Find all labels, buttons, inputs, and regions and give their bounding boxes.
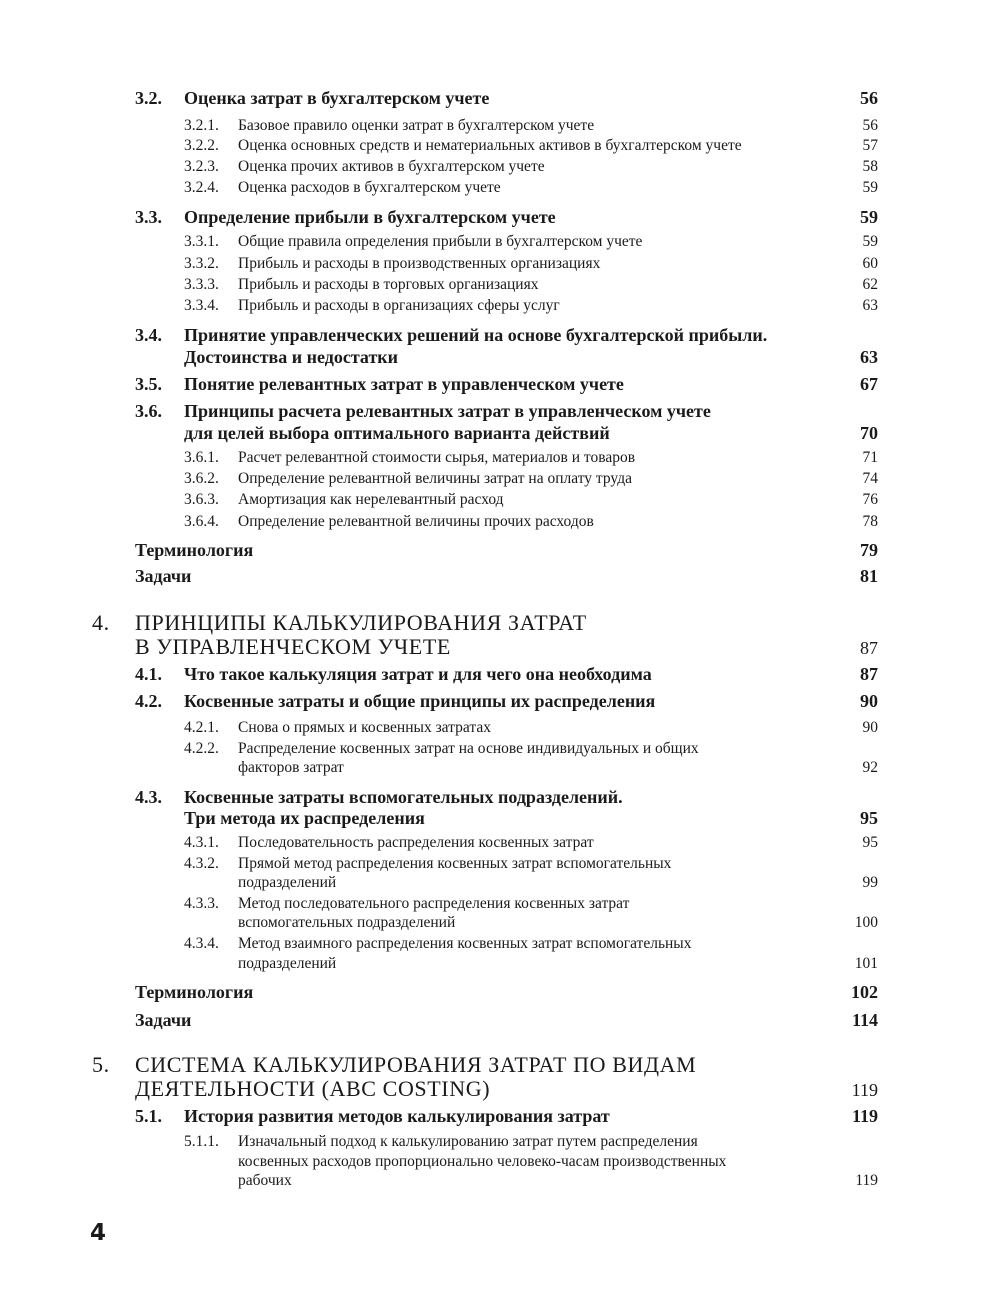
toc-entry-number: 3.3.: [135, 207, 162, 227]
toc-entry-title: Косвенные затраты и общие принципы их распределения: [184, 691, 656, 711]
toc-page-number: 57: [862, 137, 878, 154]
toc-page-number: 56: [860, 88, 878, 108]
toc-page-number: 70: [860, 423, 878, 443]
toc-entry-title: Три метода их распределения: [184, 808, 425, 828]
toc-entry-number: 3.2.4.: [184, 179, 219, 196]
toc-entry-title: Терминология: [135, 540, 254, 560]
toc-entry-sub[interactable]: [238, 470, 878, 488]
toc-page-number: 60: [862, 255, 878, 272]
toc-entry-sub[interactable]: [238, 834, 878, 852]
toc-entry-number: 3.6.4.: [184, 513, 219, 530]
toc-page-number: 58: [862, 158, 878, 175]
toc-entry-number: 3.2.3.: [184, 158, 219, 175]
toc-page-number: 100: [854, 914, 878, 931]
toc-entry-title: Определение релевантной величины затрат на оплату труда: [238, 470, 632, 487]
toc-entry-title-line: косвенных расходов пропорционально человеко-часам производственных: [238, 1153, 727, 1170]
toc-entry-title-line: Косвенные затраты вспомогательных подразделений.: [184, 787, 623, 807]
toc-page-number: 63: [860, 347, 878, 367]
toc-page-number: 81: [860, 566, 878, 586]
toc-entry-number: 4.: [92, 610, 110, 635]
toc-entry-section[interactable]: [135, 566, 878, 587]
toc-page-number: 59: [860, 207, 878, 227]
toc-page-number: 92: [862, 759, 878, 776]
toc-entry-number: 4.2.1.: [184, 719, 219, 736]
toc-entry-number: 3.3.1.: [184, 233, 219, 250]
toc-entry-sub[interactable]: [238, 276, 878, 294]
toc-entry-number: 3.2.1.: [184, 117, 219, 134]
toc-entry-sub[interactable]: [238, 449, 878, 467]
toc-entry-number: 5.1.: [135, 1106, 162, 1126]
toc-entry-section[interactable]: [184, 374, 878, 395]
toc-entry-title: подразделений: [238, 955, 337, 972]
toc-entry-sub[interactable]: [238, 874, 878, 892]
toc-entry-title: Прибыль и расходы в производственных организациях: [238, 255, 601, 272]
toc-entry-title: Определение релевантной величины прочих расходов: [238, 513, 594, 530]
toc-entry-section[interactable]: [135, 540, 878, 561]
page-number: 4: [90, 1220, 107, 1246]
toc-entry-title: Оценка основных средств и нематериальных активов в бухгалтерском учете: [238, 137, 742, 154]
toc-entry-number: 3.3.2.: [184, 255, 219, 272]
toc-entry-title-line: ПРИНЦИПЫ КАЛЬКУЛИРОВАНИЯ ЗАТРАТ: [135, 610, 587, 635]
toc-entry-number: 3.3.4.: [184, 297, 219, 314]
toc-entry-title: подразделений: [238, 874, 337, 891]
toc-page-number: 119: [855, 1172, 878, 1189]
toc-entry-number: 4.3.1.: [184, 834, 219, 851]
toc-entry-title: Расчет релевантной стоимости сырья, материалов и товаров: [238, 449, 636, 466]
toc-entry-number: 3.6.1.: [184, 449, 219, 466]
toc-entry-title: Что такое калькуляция затрат и для чего она необходима: [184, 664, 652, 684]
toc-page-number: 95: [860, 808, 878, 828]
toc-entry-title: Прибыль и расходы в торговых организациях: [238, 276, 539, 293]
toc-entry-title: Достоинства и недостатки: [184, 347, 399, 367]
toc-entry-title: для целей выбора оптимального варианта действий: [184, 423, 610, 443]
toc-entry-number: 3.2.2.: [184, 137, 219, 154]
toc-page-number: 59: [862, 179, 878, 196]
toc-entry-title-line: Метод последовательного распределения косвенных затрат: [238, 895, 630, 912]
toc-entry-section[interactable]: [184, 664, 878, 685]
toc-entry-number: 3.6.2.: [184, 470, 219, 487]
toc-page-number: 101: [854, 955, 878, 972]
toc-entry-title: Базовое правило оценки затрат в бухгалтерском учете: [238, 117, 595, 134]
toc-entry-section[interactable]: [184, 1106, 878, 1127]
toc-entry-section[interactable]: [184, 207, 878, 228]
toc-page-number: 119: [851, 1106, 878, 1126]
toc-entry-sub[interactable]: [238, 719, 878, 737]
toc-page-number: 90: [862, 719, 878, 736]
toc-page-number: 74: [862, 470, 878, 487]
toc-entry-sub[interactable]: [238, 255, 878, 273]
toc-entry-title: Амортизация как нерелевантный расход: [238, 491, 504, 508]
toc-entry-number: 4.3.4.: [184, 935, 219, 952]
toc-entry-sub[interactable]: [238, 1172, 878, 1190]
toc-entry-section[interactable]: [184, 347, 878, 368]
toc-entry-title: В УПРАВЛЕНЧЕСКОМ УЧЕТЕ: [135, 634, 451, 659]
toc-entry-title: История развития методов калькулирования затрат: [184, 1106, 610, 1126]
toc-entry-section[interactable]: [184, 808, 878, 829]
toc-entry-number: 5.1.1.: [184, 1133, 219, 1150]
toc-entry-title: Оценка прочих активов в бухгалтерском учете: [238, 158, 545, 175]
toc-entry-title-line: Метод взаимного распределения косвенных затрат вспомогательных: [238, 935, 692, 952]
toc-entry-number: 3.6.3.: [184, 491, 219, 508]
toc-entry-chapter[interactable]: [135, 1076, 878, 1102]
toc-entry-title-line: Принципы расчета релевантных затрат в управленческом учете: [184, 401, 711, 421]
toc-page-number: 99: [862, 874, 878, 891]
toc-entry-title: факторов затрат: [238, 759, 344, 776]
toc-entry-title: Снова о прямых и косвенных затратах: [238, 719, 491, 736]
toc-entry-title-line: Изначальный подход к калькулированию затрат путем распределения: [238, 1133, 698, 1150]
toc-page-number: 56: [862, 117, 878, 134]
toc-page-number: 63: [862, 297, 878, 314]
toc-entry-section[interactable]: [184, 691, 878, 712]
toc-entry-title-line: Принятие управленческих решений на основе бухгалтерской прибыли.: [184, 325, 768, 345]
toc-entry-sub[interactable]: [238, 158, 878, 176]
toc-entry-number: 3.4.: [135, 325, 162, 345]
toc-page-number: 71: [862, 449, 878, 466]
toc-entry-title: Задачи: [135, 1010, 192, 1030]
toc-entry-sub[interactable]: [238, 759, 878, 777]
toc-entry-sub[interactable]: [238, 914, 878, 932]
toc-entry-sub[interactable]: [238, 297, 878, 315]
toc-entry-title-line: Распределение косвенных затрат на основе индивидуальных и общих: [238, 740, 699, 757]
toc-page-number: 59: [862, 233, 878, 250]
toc-entry-number: 3.5.: [135, 374, 162, 394]
toc-entry-title: ДЕЯТЕЛЬНОСТИ (ABC COSTING): [135, 1076, 491, 1101]
toc-entry-section[interactable]: [135, 1010, 878, 1031]
toc-entry-title: вспомогательных подразделений: [238, 914, 456, 931]
toc-page-number: 62: [862, 276, 878, 293]
toc-entry-title: Определение прибыли в бухгалтерском учете: [184, 207, 556, 227]
toc-entry-sub[interactable]: [238, 233, 878, 251]
toc-entry-title-line: Прямой метод распределения косвенных затрат вспомогательных: [238, 855, 672, 872]
toc-entry-chapter[interactable]: [135, 634, 878, 660]
toc-page-number: 119: [851, 1080, 878, 1100]
toc-page-number: 87: [860, 664, 878, 684]
toc-entry-sub[interactable]: [238, 117, 878, 135]
toc-entry-number: 4.3.: [135, 787, 162, 807]
toc-entry-sub[interactable]: [238, 179, 878, 197]
toc-entry-number: 3.2.: [135, 88, 162, 108]
toc-entry-number: 4.2.: [135, 691, 162, 711]
toc-entry-number: 3.3.3.: [184, 276, 219, 293]
toc-entry-number: 3.6.: [135, 401, 162, 421]
toc-page-number: 114: [851, 1010, 878, 1030]
toc-page-number: 102: [851, 982, 878, 1002]
toc-entry-number: 4.3.3.: [184, 895, 219, 912]
toc-entry-title: Последовательность распределения косвенных затрат: [238, 834, 594, 851]
toc-entry-title-line: СИСТЕМА КАЛЬКУЛИРОВАНИЯ ЗАТРАТ ПО ВИДАМ: [135, 1052, 697, 1077]
toc-entry-title: Понятие релевантных затрат в управленческом учете: [184, 374, 624, 394]
toc-entry-title: рабочих: [238, 1172, 292, 1189]
toc-entry-title: Оценка расходов в бухгалтерском учете: [238, 179, 501, 196]
toc-entry-title: Терминология: [135, 982, 254, 1002]
toc-page-number: 78: [862, 513, 878, 530]
toc-entry-number: 4.1.: [135, 664, 162, 684]
toc-entry-sub[interactable]: [238, 137, 878, 155]
toc-entry-number: 4.3.2.: [184, 855, 219, 872]
toc-page-number: 90: [860, 691, 878, 711]
toc-entry-sub[interactable]: [238, 491, 878, 509]
toc-entry-number: 5.: [92, 1052, 110, 1077]
toc-entry-title: Оценка затрат в бухгалтерском учете: [184, 88, 490, 108]
toc-entry-title: Общие правила определения прибыли в бухгалтерском учете: [238, 233, 643, 250]
toc-entry-section[interactable]: [184, 88, 878, 109]
toc-entry-section[interactable]: [135, 982, 878, 1003]
toc-page-number: 79: [860, 540, 878, 560]
toc-entry-title: Задачи: [135, 566, 192, 586]
toc-entry-sub[interactable]: [238, 955, 878, 973]
toc-page-number: 76: [862, 491, 878, 508]
toc-page-number: 67: [860, 374, 878, 394]
toc-entry-title: Прибыль и расходы в организациях сферы услуг: [238, 297, 560, 314]
toc-entry-section[interactable]: [184, 423, 878, 444]
toc-page-number: 95: [862, 834, 878, 851]
toc-entry-sub[interactable]: [238, 513, 878, 531]
toc-page-number: 87: [860, 638, 878, 658]
toc-entry-number: 4.2.2.: [184, 740, 219, 757]
